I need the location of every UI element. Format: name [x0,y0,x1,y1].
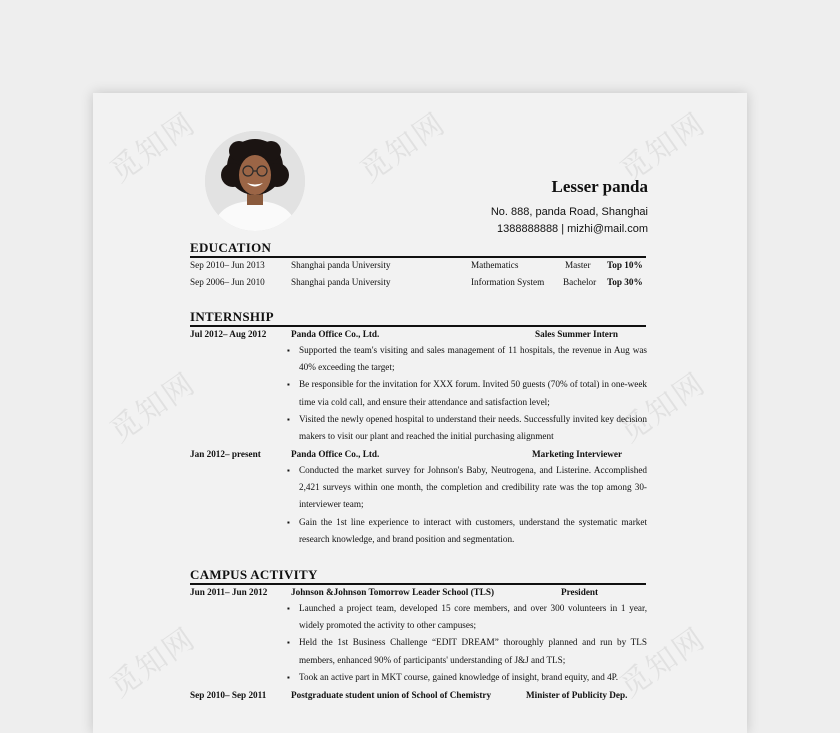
address-text: No. 888, panda Road, Shanghai [490,206,648,218]
entry-role: Sales Summer Intern [535,329,619,339]
watermark: 觅知网 [103,366,203,450]
entry-org: Johnson &Johnson Tomorrow Leader School (TLS) [291,587,495,597]
watermark: 觅知网 [613,621,713,705]
entry-org: Panda Office Co., Ltd. [291,449,380,459]
section-title-campus: CAMPUS ACTIVITY [190,567,318,582]
watermark: 觅知网 [353,106,453,190]
section-divider [190,325,646,327]
candidate-name: Lesser panda [551,177,648,196]
bullet-item: ▪ Visited the newly opened hospital to understand their needs. Successfully invited key decision makers to visit our plant and reached the initial purchasing alignment [289,411,647,445]
entry-role: Marketing Interviewer [532,449,623,459]
edu-period: Sep 2010– Jun 2013 [190,260,265,270]
watermark: 觅知网 [103,621,203,705]
edu-degree: Bachelor [563,277,597,287]
watermark: 觅知网 [613,106,713,190]
bullet-item: ▪ Be responsible for the invitation for XXX forum. Invited 50 guests (70% of total) in one-week time via cold call, and ensure their attendance and satisfaction level; [289,376,647,410]
entry-period: Sep 2010– Sep 2011 [190,690,267,700]
edu-rank: Top 10% [607,260,643,270]
contact-text: 1388888888 | mizhi@mail.com [497,223,648,235]
entry-role: Minister of Publicity Dep. [526,690,628,700]
person-portrait-icon [205,131,305,231]
section-title-internship: INTERNSHIP [190,309,274,324]
section-divider [190,256,646,258]
bullet-item: ▪ Held the 1st Business Challenge “EDIT DREAM” thoroughly planned and run by TLS members, enhanced 90% of participants' understanding of J&J and TLS; [289,634,647,668]
edu-school: Shanghai panda University [291,260,391,270]
section-title-education: EDUCATION [190,240,272,255]
edu-school: Shanghai panda University [291,277,391,287]
entry-bullet-list [289,600,647,686]
entry-role: President [561,587,599,597]
edu-rank: Top 30% [607,277,643,287]
entry-period: Jul 2012– Aug 2012 [190,329,267,339]
section-divider [190,583,646,585]
bullet-item: ▪ Launched a project team, developed 15 core members, and over 300 volunteers in 1 year, widely promoted the activity to other campuses; [289,600,647,634]
bullet-item: ▪ Supported the team's visiting and sales management of 11 hospitals, the revenue in Aug was 40% exceeding the target; [289,342,647,376]
watermark: 觅知网 [103,106,203,190]
entry-org: Panda Office Co., Ltd. [291,329,380,339]
profile-photo [205,131,305,231]
entry-period: Jan 2012– present [190,449,261,459]
edu-period: Sep 2006– Jun 2010 [190,277,265,287]
entry-bullet-list [289,462,647,548]
bullet-item: ▪ Gain the 1st line experience to interact with customers, understand the systematic market research knowledge, and brand position and segmentation. [289,514,647,548]
watermark: 觅知网 [613,366,713,450]
resume-sheet [93,93,747,733]
edu-major: Mathematics [471,260,519,270]
bullet-item: ▪ Took an active part in MKT course, gained knowledge of insight, brand equity, and 4P. [289,669,647,686]
entry-org: Postgraduate student union of School of Chemistry [291,690,492,700]
edu-major: Information System [471,277,545,287]
entry-bullet-list [289,342,647,445]
edu-degree: Master [565,260,591,270]
entry-period: Jun 2011– Jun 2012 [190,587,268,597]
bullet-item: ▪ Conducted the market survey for Johnson's Baby, Neutrogena, and Listerine. Accomplished 2,421 surveys within one month, the completion and credibility rate was the top among 30-interviewer team; [289,462,647,514]
